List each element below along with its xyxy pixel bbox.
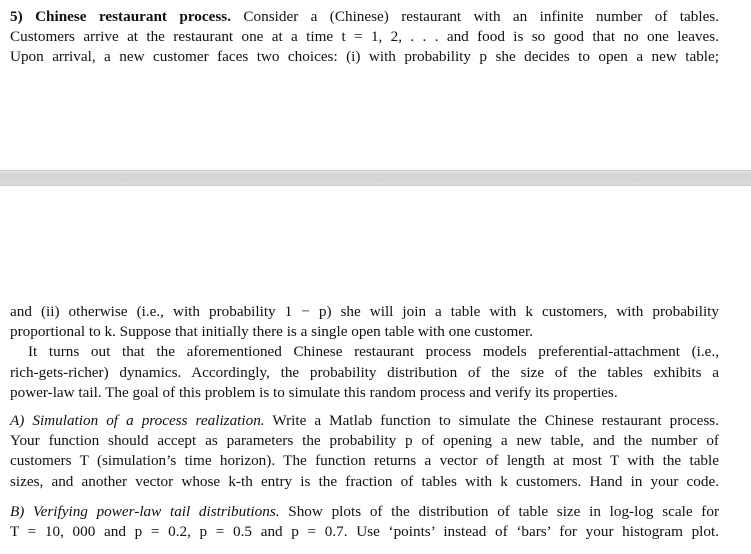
continuation-paragraph xyxy=(10,302,719,403)
part-b xyxy=(10,502,719,542)
page-bottom xyxy=(0,186,751,554)
problem-number: 5) xyxy=(10,8,23,25)
continuation-line-2: proportional to k. Suppose that initially there is a single open table with one customer. xyxy=(10,323,534,341)
part-a-text-1: Write a Matlab function to simulate the Chinese restaurant process. xyxy=(272,412,719,429)
part-a xyxy=(10,411,719,492)
part-a-line-4: sizes, and another vector whose k-th entry is the fraction of tables with k customers. Hand in your code. xyxy=(10,472,719,490)
part-a-line-2: Your function should accept as parameters the probability p of opening a new table, and the number of xyxy=(10,432,719,450)
paragraph2-line-3: power-law tail. The goal of this problem is to simulate this random process and verify its properties. xyxy=(10,383,618,401)
part-b-line-1 xyxy=(10,502,719,522)
part-b-label: B) Verifying power-law tail distributions. xyxy=(10,503,280,520)
problem-title: Chinese restaurant process. xyxy=(35,8,232,25)
intro-line-2: Customers arrive at the restaurant one at a time t = 1, 2, . . . and food is so good that no one leaves. xyxy=(10,28,719,46)
part-a-line-3: customers T (simulation’s time horizon). The function returns a vector of length at most T with the table xyxy=(10,452,719,470)
problem-intro xyxy=(10,7,719,68)
part-b-text-1: Show plots of the distribution of table size in log-log scale for xyxy=(288,503,719,520)
page-break-divider xyxy=(0,170,751,186)
intro-line-1 xyxy=(10,7,719,27)
continuation-line-1: and (ii) otherwise (i.e., with probability 1 − p) she will join a table with k customers, with probability xyxy=(10,303,719,320)
part-a-label: A) Simulation of a process realization. xyxy=(10,412,265,429)
part-a-line-1 xyxy=(10,411,719,431)
paragraph2-line-2: rich-gets-richer) dynamics. Accordingly, the probability distribution of the size of the tables exhibits a xyxy=(10,363,719,381)
intro-line-3: Upon arrival, a new customer faces two choices: (i) with probability p she decides to open a new table; xyxy=(10,48,719,66)
page-top xyxy=(0,0,751,170)
part-b-line-2: T = 10, 000 and p = 0.2, p = 0.5 and p = 0.7. Use ‘points’ instead of ‘bars’ for your histogram plot. xyxy=(10,523,719,541)
paragraph2-line-1: It turns out that the aforementioned Chinese restaurant process models preferential-attachment (i.e., xyxy=(28,343,719,361)
intro-text-1: Consider a (Chinese) restaurant with an infinite number of tables. xyxy=(243,8,720,25)
